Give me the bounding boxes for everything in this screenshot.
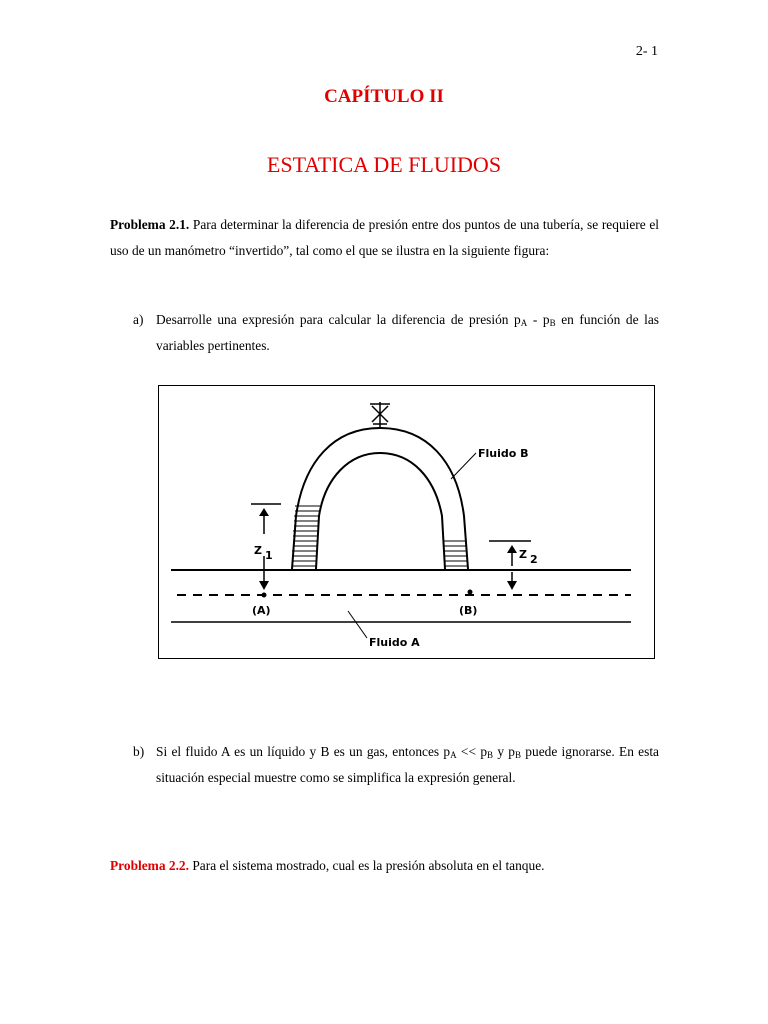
item-b-text-4: puede ignorarse. En esta situación especial muestre como se simplifica la expresión general. [156,744,659,785]
inverted-manometer-figure [158,385,655,659]
point-b-label: (B) [459,604,478,617]
z1-subscript: 1 [265,549,273,562]
problem-2-1-text: Para determinar la diferencia de presión entre dos puntos de una tubería, se requiere el uso de un manómetro “invertido”, tal como el que se ilustra en la siguiente figura: [110,217,659,258]
z2-label: Z [519,548,527,561]
point-b-marker [468,590,473,595]
point-a-marker [262,593,267,598]
item-b-text-1: Si el fluido A es un líquido y B es un gas, entonces p [156,744,451,759]
problem-2-2-label: Problema 2.2. [110,858,189,873]
item-a-text-1: Desarrolle una expresión para calcular la diferencia de presión p [156,312,521,327]
item-b-sub-1: A [450,750,457,760]
section-title: ESTATICA DE FLUIDOS [266,152,502,177]
point-a-label: (A) [252,604,271,617]
item-a-text [156,307,659,359]
manometer-diagram [159,386,656,660]
item-b-text-2: << p [456,744,488,759]
fluid-a-leader [348,611,367,638]
right-leg-fluid-a [443,541,468,566]
arch-outer-wall [292,428,468,569]
problem-2-2-text: Para el sistema mostrado, cual es la presión absoluta en el tanque. [192,858,545,873]
fluid-b-label: Fluido B [478,447,529,460]
fluid-a-label: Fluido A [369,636,420,649]
valve-icon [370,402,390,428]
item-a-sub-1: A [520,318,528,328]
item-b-sub-2: B [487,750,494,760]
item-b [133,739,659,791]
item-a-text-2: - p [527,312,550,327]
item-b-marker: b) [133,744,145,759]
fluid-b-leader [451,453,476,479]
z2-subscript: 2 [530,553,538,566]
item-b-sub-3: B [515,750,522,760]
item-a [133,307,659,359]
z1-label: Z [254,544,262,557]
problem-2-1-label: Problema 2.1. [110,217,190,232]
item-a-marker: a) [133,312,144,327]
problem-2-2-paragraph [110,858,659,874]
item-b-text-3: y p [493,744,515,759]
item-a-sub-2: B [549,318,556,328]
arch-inner-wall [316,453,445,569]
chapter-title: CAPÍTULO II [324,86,444,107]
page-number: 2- 1 [635,44,658,59]
item-a-text-3: en función de las variables pertinentes. [156,312,659,353]
item-b-text [156,739,659,791]
problem-2-1-paragraph [110,212,659,264]
